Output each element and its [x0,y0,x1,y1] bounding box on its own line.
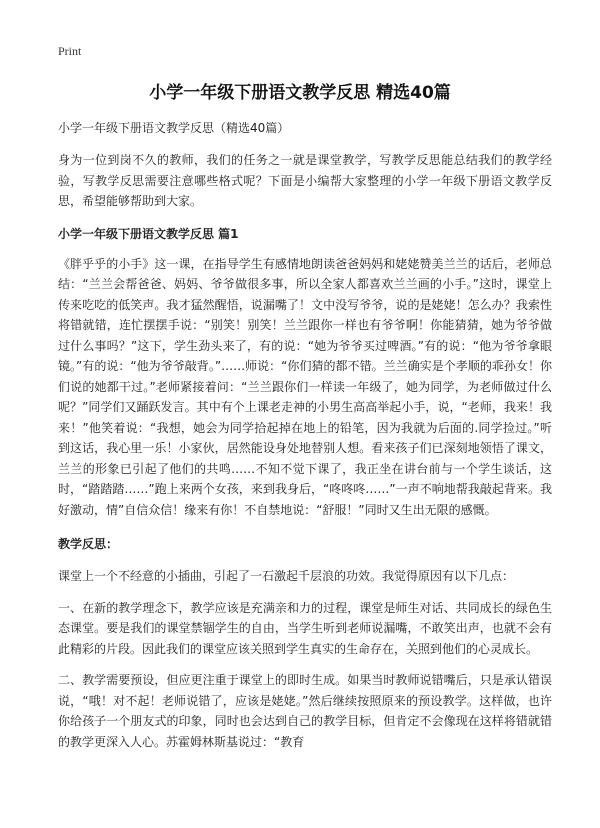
intro-paragraph: 身为一位到岗不久的教师，我们的任务之一就是课堂教学，写教学反思能总结我们的教学经验，写教学反思需要注意哪些格式呢？下面是小编帮大家整理的小学一年级下册语文教学反思，希望能够帮助到大家。 [58,153,552,208]
article-subtitle: 小学一年级下册语文教学反思（精选40篇） [58,121,290,135]
reflection-paragraph-3: 二、教学需要预设，但应更注重于课堂上的即时生成。如果当时教师说错嘴后，只是承认错误说，“哦！对不起！老师说错了，应该是姥姥。”然后继续按照原来的预设教学。这样做，也许你给孩子一个朋友式的印象，同时也会达到自己的教学目标，但肯定不会像现在这样将错就错的教学更深入人心。苏霍姆林斯基说过：“教育 [58,673,552,749]
page-title: 小学一年级下册语文教学反思 精选40篇 [149,83,451,103]
print-link[interactable]: Print [58,44,82,58]
story-paragraph: 《胖乎乎的小手》这一课，在指导学生有感情地朗读爸爸妈妈和姥姥赞美兰兰的话后，老师总结：“兰兰会帮爸爸、妈妈、爷爷做很多事，所以全家人都喜欢兰兰画的小手。”这时，课堂上传来吃吃的低笑声。我才猛然醒悟，说漏嘴了！文中没写爷爷，说的是姥姥！怎么办？我索性将错就错，连忙摆摆手说：“别笑！别笑！兰兰跟你一样也有爷爷啊！你能猜猜，她为爷爷做过什么事吗？”这下，学生劲头来了，有的说：“她为爷爷买过啤酒。”有的说：“他为爷爷拿眼镜。”有的说：“他为爷爷敲背。”……师说：“你们猜的都不错。兰兰确实是个孝顺的乖孙女！你们说的她都干过。”老师紧接着问：“兰兰跟你们一样读一年级了，她为同学，为老师做过什么呢？”同学们又踊跃发言。其中有个上课老走神的小男生高高举起小手，说，“老师，我来！我来！”他笑着说：“我想，她会为同学拾起掉在地上的铅笔，因为我就为后面的.同学捡过。”听到这话，我心里一乐！小家伙，居然能设身处地替别人想。看来孩子们已深刻地领悟了课文，兰兰的形象已引起了他们的共鸣……不知不觉下课了，我正坐在讲台前与一个学生谈话，这时，“踏踏踏……”跑上来两个女孩，来到我身后，“咚咚咚……”一声不响地帮我敲起背来。我好激动，情”自信众信！缘来有你！不自禁地说：“舒服！”同时又生出无限的感慨。 [58,256,552,517]
article-body [58,118,552,752]
reflection-paragraph-2: 一、在新的教学理念下，教学应该是充满亲和力的过程，课堂是师生对话、共同成长的绿色生态课堂。要是我们的课堂禁锢学生的自由，当学生听到老师说漏嘴，不敢笑出声，也就不会有此精彩的片段。因此我们的课堂应该关照到学生真实的生命存在，关照到他们的心灵成长。 [58,600,552,656]
section-heading: 小学一年级下册语文教学反思 篇1 [58,226,239,241]
reflection-heading: 教学反思： [58,537,119,551]
reflection-paragraph-1: 课堂上一个不经意的小插曲，引起了一石激起千层浪的功效。我觉得原因有以下几点： [58,569,515,583]
